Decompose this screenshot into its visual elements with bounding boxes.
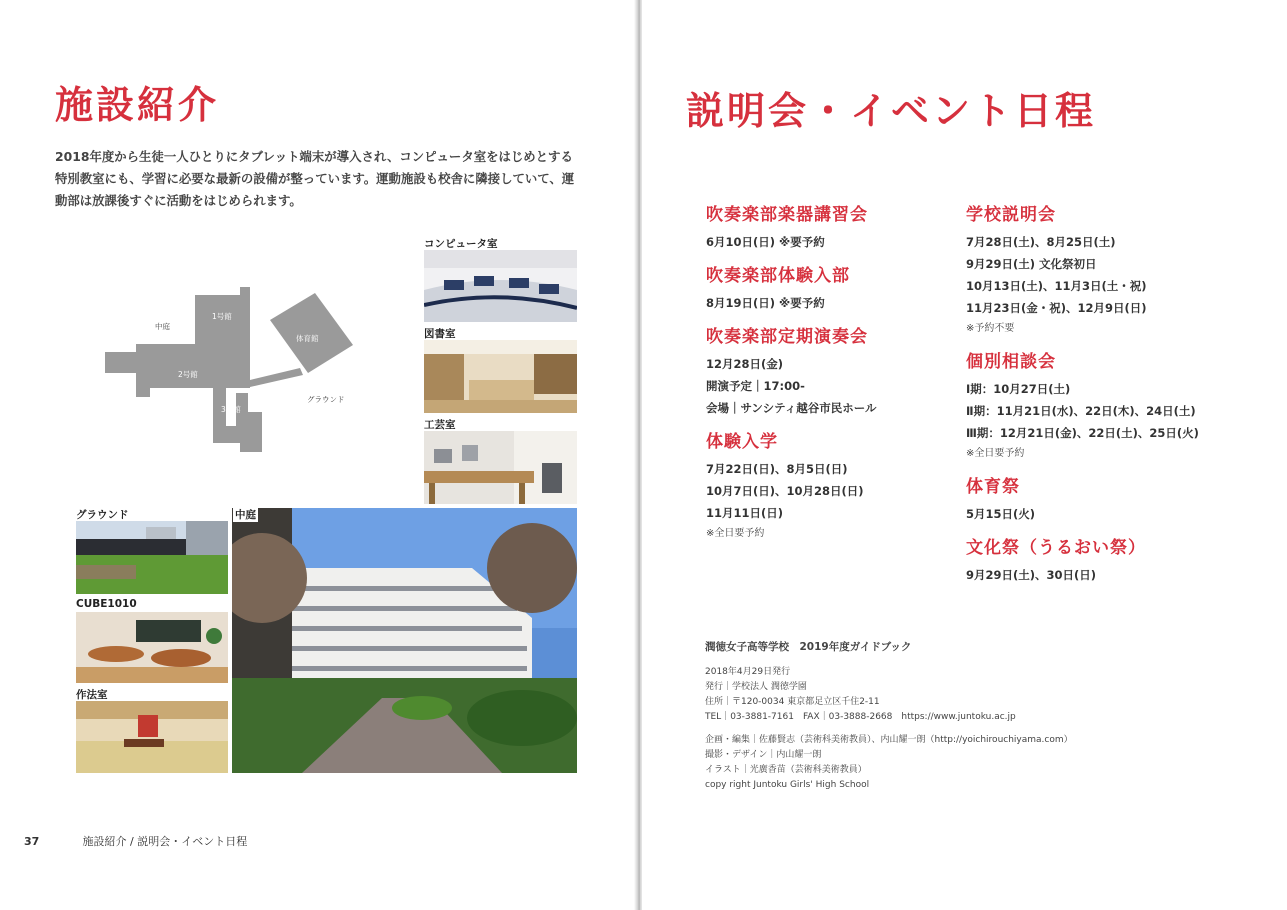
event-block bbox=[966, 472, 1199, 525]
event-date: 9月29日(土)、30日(日) bbox=[966, 568, 1097, 582]
event-title: 文化祭（うるおい祭） bbox=[966, 538, 1146, 558]
event-block bbox=[706, 427, 877, 544]
map-label-building1: 1号館 bbox=[212, 312, 232, 321]
photo-library bbox=[424, 340, 577, 413]
caption-library: 図書室 bbox=[424, 328, 456, 340]
event-date: Ⅲ期：12月21日(金)、22日(土)、25日(火) bbox=[966, 426, 1199, 440]
footer-title: 施設紹介 / 説明会・イベント日程 bbox=[82, 835, 248, 848]
event-date: 12月28日(金) bbox=[706, 357, 784, 371]
event-note: ※予約不要 bbox=[966, 323, 1015, 334]
page-number: 37 bbox=[24, 835, 40, 848]
event-time: 開演予定｜17:00- bbox=[706, 379, 805, 393]
colophon-title: 潤徳女子高等学校 2019年度ガイドブック bbox=[705, 641, 912, 653]
event-note: ※全日要予約 bbox=[706, 528, 765, 539]
event-block bbox=[966, 533, 1199, 586]
event-block bbox=[966, 347, 1199, 464]
event-date: 6月10日(日) ※要予約 bbox=[706, 235, 825, 249]
photo-ground bbox=[76, 521, 228, 594]
map-gym bbox=[270, 293, 353, 373]
photo-craft-room bbox=[424, 431, 577, 504]
colophon bbox=[705, 640, 1073, 793]
event-title: 個別相談会 bbox=[966, 352, 1056, 372]
caption-etiquette-room: 作法室 bbox=[76, 689, 108, 701]
event-venue: 会場｜サンシティ越谷市民ホール bbox=[706, 401, 877, 415]
event-date: 9月29日(土) 文化祭初日 bbox=[966, 257, 1097, 271]
event-date: Ⅰ期：10月27日(土) bbox=[966, 382, 1071, 396]
photo-computer-room bbox=[424, 250, 577, 322]
colophon-line: 住所｜〒120-0034 東京都足立区千住2-11 bbox=[705, 697, 880, 707]
event-block bbox=[706, 322, 877, 419]
schedule-column-2 bbox=[966, 200, 1199, 594]
event-title: 体育祭 bbox=[966, 477, 1020, 497]
event-date: 10月13日(土)、11月3日(土・祝) bbox=[966, 279, 1147, 293]
event-title: 吹奏楽部体験入部 bbox=[706, 266, 850, 286]
event-date: 10月7日(日)、10月28日(日) bbox=[706, 484, 864, 498]
event-title: 吹奏楽部定期演奏会 bbox=[706, 327, 868, 347]
caption-craft-room: 工芸室 bbox=[424, 419, 456, 431]
event-date: 8月19日(日) ※要予約 bbox=[706, 296, 825, 310]
event-date: 7月28日(土)、8月25日(土) bbox=[966, 235, 1116, 249]
event-date: 11月11日(日) bbox=[706, 506, 784, 520]
event-block bbox=[706, 200, 877, 253]
photo-courtyard bbox=[232, 508, 577, 773]
event-date: 7月22日(日)、8月5日(日) bbox=[706, 462, 848, 476]
map-label-ground: グラウンド bbox=[307, 395, 345, 404]
event-title: 吹奏楽部楽器講習会 bbox=[706, 205, 868, 225]
event-date: 5月15日(火) bbox=[966, 507, 1036, 521]
event-date: Ⅱ期：11月21日(水)、22日(木)、24日(土) bbox=[966, 404, 1196, 418]
caption-courtyard: 中庭 bbox=[235, 509, 256, 521]
facilities-intro: 2018年度から生徒一人ひとりにタブレット端末が導入され、コンピュータ室をはじめとする特別教室にも、学習に必要な最新の設備が整っています。運動施設も校舎に隣接していて、運動部は放課後すぐに活動をはじめられます。 bbox=[55, 149, 575, 208]
event-block bbox=[706, 261, 877, 314]
campus-map bbox=[100, 260, 400, 470]
event-title: 学校説明会 bbox=[966, 205, 1056, 225]
left-page bbox=[0, 0, 636, 910]
photo-etiquette-room bbox=[76, 701, 228, 773]
map-label-courtyard: 中庭 bbox=[155, 322, 170, 331]
event-title: 体験入学 bbox=[706, 432, 778, 452]
event-note: ※全日要予約 bbox=[966, 448, 1025, 459]
events-heading: 説明会・イベント日程 bbox=[686, 89, 1097, 133]
colophon-line: 2018年4月29日発行 bbox=[705, 667, 791, 677]
colophon-line: 発行｜学校法人 潤徳学園 bbox=[705, 682, 807, 692]
schedule-column-1 bbox=[706, 200, 877, 552]
footer-left bbox=[24, 833, 247, 849]
caption-ground: グラウンド bbox=[76, 509, 129, 521]
caption-computer-room: コンピュータ室 bbox=[424, 238, 498, 250]
colophon-line: 企画・編集｜佐藤賢志（芸術科美術教員）、内山耀一朗（http://yoichirouchiyama.com） bbox=[705, 735, 1073, 745]
colophon-line: copy right Juntoku Girls' High School bbox=[705, 780, 870, 790]
map-label-building3: 3号館 bbox=[221, 405, 241, 414]
photo-cube bbox=[76, 612, 228, 683]
event-date: 11月23日(金・祝)、12月9日(日) bbox=[966, 301, 1147, 315]
facilities-heading: 施設紹介 bbox=[55, 83, 220, 127]
map-label-building2: 2号館 bbox=[178, 370, 198, 379]
colophon-line: イラスト｜光廣香苗（芸術科美術教員） bbox=[705, 765, 867, 775]
colophon-line: 撮影・デザイン｜内山耀一朗 bbox=[705, 750, 822, 760]
caption-cube: CUBE1010 bbox=[76, 598, 137, 610]
map-label-gym: 体育館 bbox=[296, 334, 319, 343]
map-connector bbox=[250, 368, 303, 387]
event-block bbox=[966, 200, 1199, 339]
colophon-line: TEL｜03-3881-7161 FAX｜03-3888-2668 https://www.juntoku.ac.jp bbox=[705, 712, 1016, 722]
